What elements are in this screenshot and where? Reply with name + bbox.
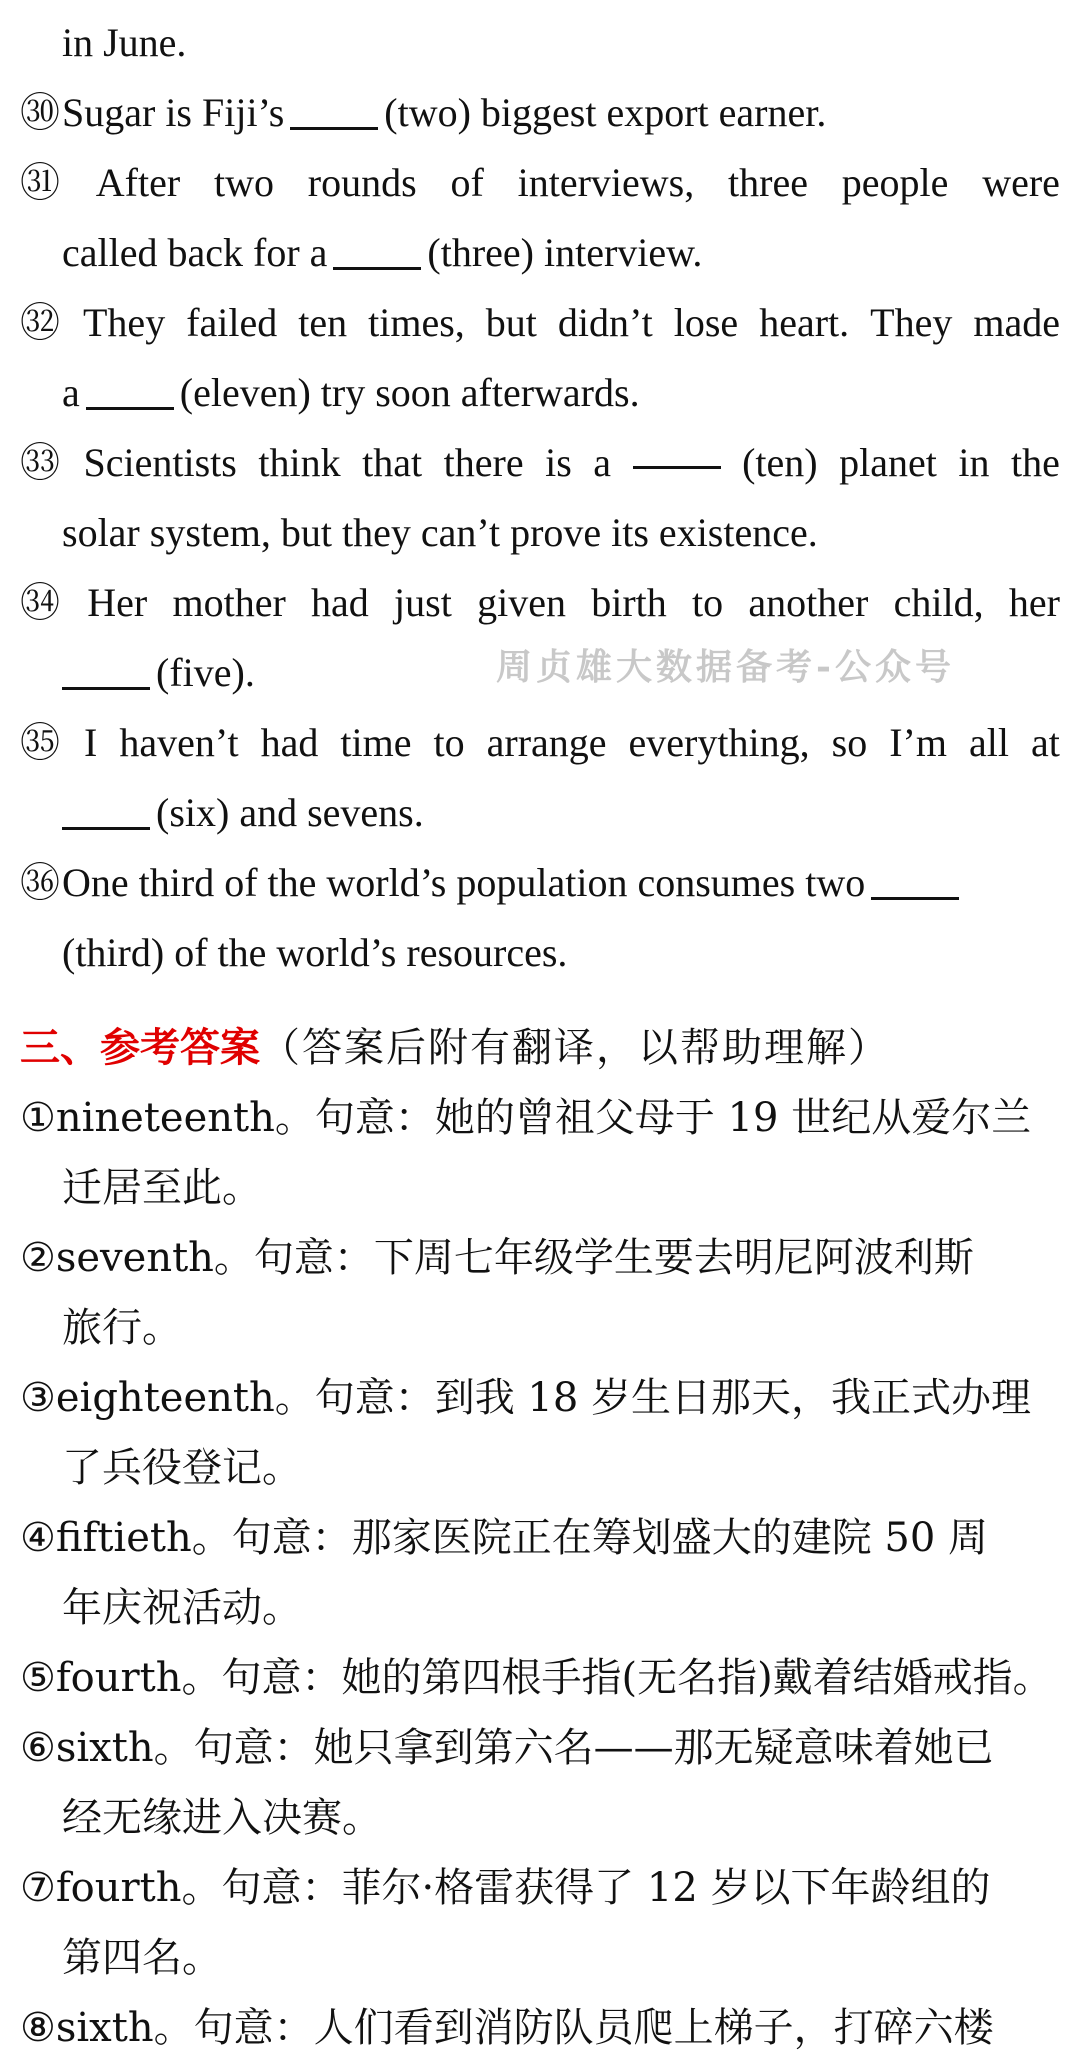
word: everything, — [628, 720, 810, 765]
answer-7-continuation — [62, 1923, 1060, 1993]
answer-text: 经无缘进入决赛。 — [62, 1795, 382, 1841]
word: time — [340, 720, 412, 765]
word: to — [433, 720, 465, 765]
word: had — [260, 720, 319, 765]
word: After — [95, 160, 181, 205]
answer-4 — [20, 1503, 1060, 1573]
word: mother — [172, 580, 286, 625]
text: called back for a — [62, 230, 328, 275]
exercise-35 — [20, 708, 1060, 778]
answer-blank — [86, 369, 174, 410]
answer-8 — [20, 1993, 1060, 2063]
exercise-number: ㉞ — [20, 580, 60, 625]
watermark: 周贞雄大数据备考-公众号 — [496, 646, 955, 688]
word: They — [83, 300, 166, 345]
answer-2 — [20, 1223, 1060, 1293]
word: but — [485, 300, 537, 345]
word: at — [1031, 720, 1060, 765]
word: birth — [591, 580, 667, 625]
answer-blank — [333, 229, 421, 270]
text: (three) interview. — [427, 230, 703, 275]
word: Scientists — [83, 440, 237, 485]
word: that — [362, 440, 423, 485]
exercise-36 — [20, 848, 1060, 918]
word: just — [394, 580, 452, 625]
exercise-number: ㉝ — [20, 440, 60, 485]
exercise-33-continuation — [62, 498, 1060, 568]
exercise-number: ㉜ — [20, 300, 60, 345]
word: of — [450, 160, 484, 205]
answer-7 — [20, 1853, 1060, 1923]
exercise-number: ㉛ — [20, 160, 60, 205]
word: interviews, — [517, 160, 695, 205]
word: made — [973, 300, 1060, 345]
text: Sugar is Fiji’s — [62, 90, 285, 135]
exercise-number: ㉟ — [20, 720, 60, 765]
answer-text: sixth。句意：人们看到消防队员爬上梯子，打碎六楼 — [55, 2005, 994, 2051]
word: a — [593, 440, 612, 485]
word: think — [258, 440, 341, 485]
word: two — [214, 160, 274, 205]
word: arrange — [486, 720, 607, 765]
word: didn’t — [557, 300, 653, 345]
word: (ten) — [742, 440, 818, 485]
answer-2-continuation — [62, 1293, 1060, 1363]
text: (two) biggest export earner. — [384, 90, 827, 135]
section-note: （答案后附有翻译，以帮助理解） — [260, 1025, 890, 1071]
exercise-29-continuation — [62, 8, 1060, 78]
word: her — [1008, 580, 1060, 625]
word: all — [969, 720, 1009, 765]
word: another — [748, 580, 869, 625]
answer-number: ① — [20, 1095, 56, 1141]
word: Her — [87, 580, 148, 625]
word: given — [477, 580, 566, 625]
word: I’m — [889, 720, 947, 765]
word: is — [545, 440, 572, 485]
answer-text: 迁居至此。 — [62, 1165, 262, 1211]
text: (third) of the world’s resources. — [62, 930, 568, 975]
answer-text: eighteenth。句意：到我 18 岁生日那天，我正式办理 — [55, 1375, 1032, 1421]
answer-blank — [62, 649, 150, 690]
answer-number: ④ — [20, 1515, 56, 1561]
answer-number: ⑥ — [20, 1725, 56, 1771]
exercise-32-continuation — [62, 358, 1060, 428]
answer-text: fiftieth。句意：那家医院正在筹划盛大的建院 50 周 — [55, 1515, 989, 1561]
answer-1 — [20, 1083, 1060, 1153]
section-title: 三、参考答案 — [20, 1024, 260, 1071]
answer-blank — [871, 859, 959, 900]
word: heart. — [759, 300, 850, 345]
exercise-number: ㊱ — [20, 860, 60, 905]
word: the — [1011, 440, 1060, 485]
exercise-34 — [20, 568, 1060, 638]
answer-text: 了兵役登记。 — [62, 1445, 302, 1491]
exercise-number: ㉚ — [20, 90, 60, 135]
answer-number: ⑤ — [20, 1655, 56, 1701]
word: lose — [673, 300, 739, 345]
text: One third of the world’s population consumes two — [62, 860, 866, 905]
answer-blank — [62, 789, 150, 830]
exercise-32 — [20, 288, 1060, 358]
text: a — [62, 370, 80, 415]
answer-text: sixth。句意：她只拿到第六名——那无疑意味着她已 — [55, 1725, 994, 1771]
word: three — [728, 160, 808, 205]
exercise-35-continuation — [62, 778, 1060, 848]
answer-text: 第四名。 — [62, 1935, 222, 1981]
answer-number: ⑧ — [20, 2005, 56, 2051]
answer-number: ⑦ — [20, 1865, 56, 1911]
exercise-31-continuation — [62, 218, 1060, 288]
text: (five). — [156, 650, 255, 695]
answer-6 — [20, 1713, 1060, 1783]
answer-3-continuation — [62, 1433, 1060, 1503]
answer-5 — [20, 1643, 1060, 1713]
word: were — [982, 160, 1060, 205]
section-heading — [20, 1013, 1060, 1083]
word: rounds — [307, 160, 417, 205]
answer-text: fourth。句意：她的第四根手指(无名指)戴着结婚戒指。 — [55, 1655, 1053, 1701]
text: in June. — [62, 20, 187, 65]
word: so — [831, 720, 868, 765]
text: (six) and sevens. — [156, 790, 424, 835]
word: there — [443, 440, 524, 485]
exercise-33 — [20, 428, 1060, 498]
answer-number: ② — [20, 1235, 56, 1281]
text: solar system, but they can’t prove its existence. — [62, 510, 818, 555]
answer-text: 旅行。 — [62, 1305, 182, 1351]
exercise-36-continuation — [62, 918, 1060, 988]
answer-number: ③ — [20, 1375, 56, 1421]
word: planet — [839, 440, 937, 485]
answer-6-continuation — [62, 1783, 1060, 1853]
word: They — [870, 300, 953, 345]
word: times, — [368, 300, 465, 345]
word: people — [841, 160, 949, 205]
answer-text: nineteenth。句意：她的曾祖父母于 19 世纪从爱尔兰 — [55, 1095, 1032, 1141]
word: in — [958, 440, 990, 485]
answer-blank — [290, 89, 378, 130]
word: I — [84, 720, 98, 765]
word: ten — [298, 300, 348, 345]
answer-1-continuation — [62, 1153, 1060, 1223]
answer-text: seventh。句意：下周七年级学生要去明尼阿波利斯 — [55, 1235, 974, 1281]
text: (eleven) try soon afterwards. — [179, 370, 640, 415]
answer-blank — [633, 428, 721, 469]
word: haven’t — [119, 720, 239, 765]
exercise-31 — [20, 148, 1060, 218]
exercise-30 — [20, 78, 1060, 148]
word: to — [692, 580, 724, 625]
word: child, — [893, 580, 984, 625]
answer-text: 年庆祝活动。 — [62, 1585, 302, 1631]
answer-4-continuation — [62, 1573, 1060, 1643]
answer-text: fourth。句意：菲尔·格雷获得了 12 岁以下年龄组的 — [55, 1865, 991, 1911]
word: had — [311, 580, 369, 625]
answer-3 — [20, 1363, 1060, 1433]
word: failed — [186, 300, 278, 345]
